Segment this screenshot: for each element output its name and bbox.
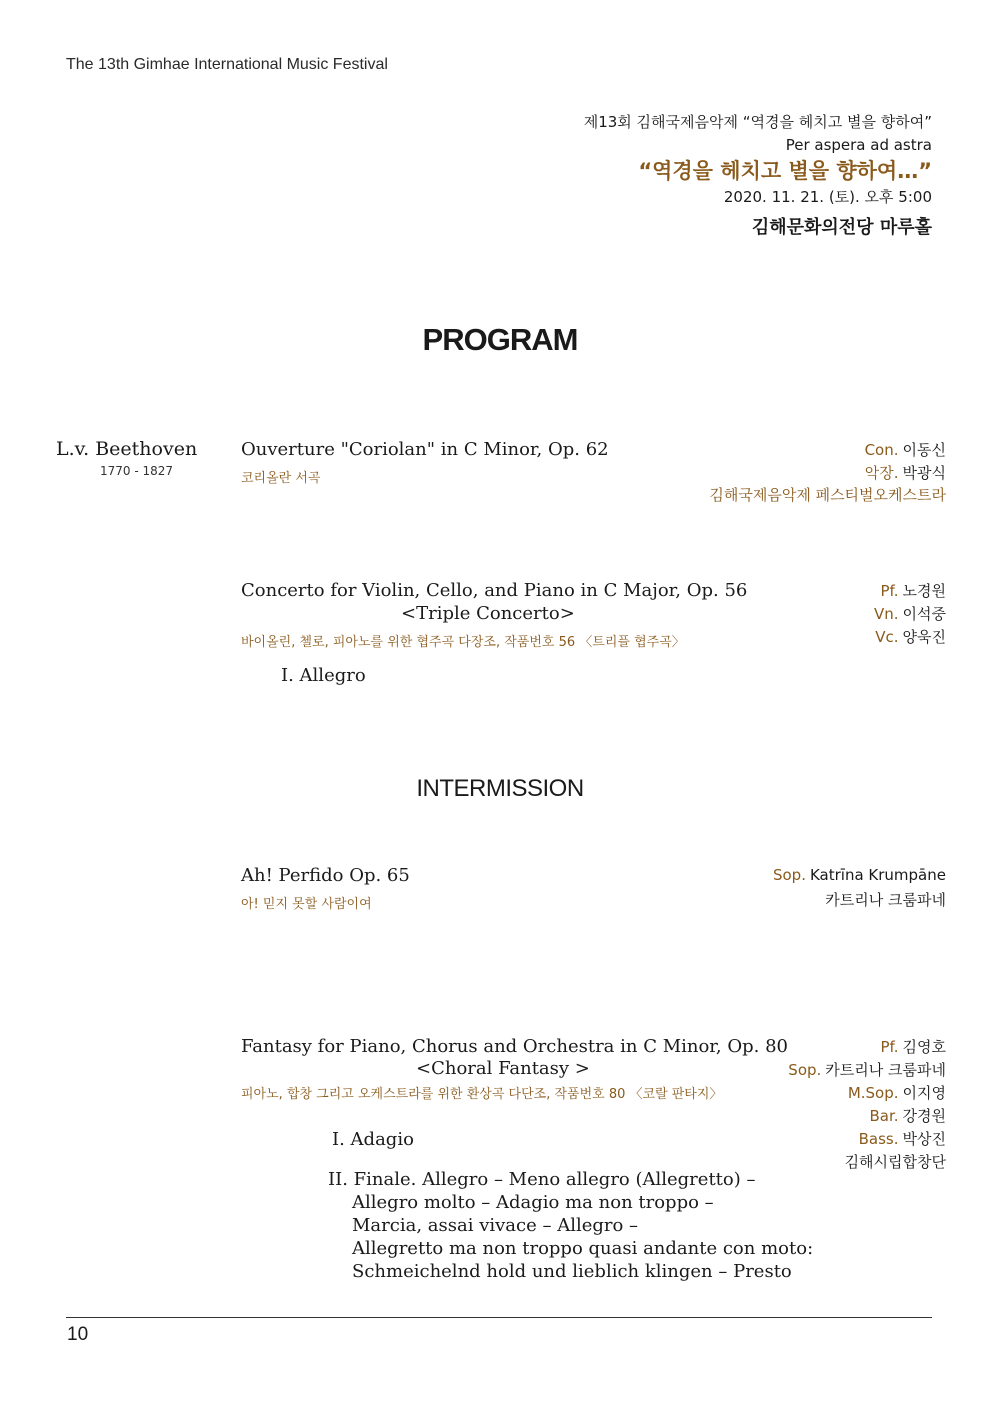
work-title: Concerto for Violin, Cello, and Piano in C Major, Op. 56 (241, 580, 748, 601)
performer-line (881, 580, 947, 601)
work-subtitle: <Triple Concerto> (401, 603, 575, 624)
performer-line (881, 1036, 947, 1057)
work-korean-title: 아! 믿지 못할 사람이여 (241, 897, 372, 912)
performer-line (859, 1128, 946, 1149)
work-korean-title: 코리올란 서곡 (241, 471, 321, 486)
performer-name: 강경원 (902, 1107, 946, 1125)
movement-line: Allegretto ma non troppo quasi andante con moto: (352, 1238, 814, 1259)
work-title: Ouverture "Coriolan" in C Minor, Op. 62 (241, 439, 609, 460)
performer-name: 박상진 (902, 1130, 946, 1148)
performer-role: Bar. (869, 1107, 899, 1125)
performer-line (788, 1059, 946, 1080)
movement: I. Adagio (332, 1129, 414, 1150)
performer-line (865, 462, 946, 483)
performer-line (848, 1082, 946, 1103)
movement-line: Schmeichelnd hold und lieblich klingen – Presto (352, 1261, 792, 1282)
work-title: Fantasy for Piano, Chorus and Orchestra in C Minor, Op. 80 (241, 1036, 789, 1057)
page-number: 10 (67, 1324, 89, 1345)
performer-role: Sop. (788, 1061, 822, 1079)
performer-line (865, 439, 946, 460)
festival-title: 제13회 김해국제음악제 “역경을 헤치고 별을 향하여” (583, 113, 932, 131)
performer-name: 박광식 (902, 464, 946, 482)
concert-date: 2020. 11. 21. (토). 오후 5:00 (723, 188, 932, 206)
performer-role: Pf. (880, 1038, 899, 1056)
performer-name: 김해국제음악제 페스티벌오케스트라 (709, 486, 946, 504)
movement-line: Marcia, assai vivace – Allegro – (352, 1215, 639, 1236)
performer-name: 김영호 (902, 1038, 946, 1056)
performer-role: Vc. (875, 628, 899, 646)
performer-name: 노경원 (902, 582, 946, 600)
performer-line (845, 1151, 946, 1172)
performer-ensemble (709, 484, 946, 505)
performer-role: Bass. (858, 1130, 899, 1148)
performer-line (773, 866, 946, 884)
performer-name: 카트리나 크룸파네 (825, 891, 946, 909)
latin-motto: Per aspera ad astra (785, 136, 932, 154)
performer-name: 양욱진 (902, 628, 946, 646)
work-korean-title: 바이올린, 첼로, 피아노를 위한 협주곡 다장조, 작품번호 56 〈트리플 협주곡〉 (241, 635, 685, 650)
footer-divider (66, 1317, 932, 1318)
movement-line: Allegro molto – Adagio ma non troppo – (352, 1192, 714, 1213)
performer-line (869, 1105, 946, 1126)
performer-role: Con. (864, 441, 899, 459)
movement: II. Finale. Allegro – Meno allegro (Allegretto) – (328, 1169, 756, 1190)
performer-role: 악장. (864, 464, 899, 482)
performer-name: 이동신 (902, 441, 946, 459)
performer-name: Katrīna Krumpāne (809, 866, 946, 884)
composer-years: 1770 - 1827 (100, 464, 174, 478)
performer-name: 이석중 (902, 605, 946, 623)
intermission-heading: INTERMISSION (416, 775, 584, 802)
work-korean-title: 피아노, 합창 그리고 오케스트라를 위한 환상곡 다단조, 작품번호 80 〈코랄 판타지〉 (241, 1087, 723, 1102)
performer-name: 이지영 (902, 1084, 946, 1102)
concert-title: “역경을 헤치고 별을 향하여…” (638, 159, 932, 183)
performer-role: Vn. (873, 605, 899, 623)
performer-name: 김해시립합창단 (844, 1153, 946, 1171)
performer-line (825, 889, 946, 910)
performer-name: 카트리나 크룸파네 (825, 1061, 946, 1079)
composer-name: L.v. Beethoven (56, 438, 198, 460)
performer-line (875, 626, 946, 647)
running-header: The 13th Gimhae International Music Festival (66, 56, 388, 73)
performer-role: Sop. (772, 866, 806, 884)
work-subtitle: <Choral Fantasy > (416, 1058, 590, 1079)
performer-line (874, 603, 946, 624)
movement: I. Allegro (281, 665, 366, 686)
page-title: PROGRAM (422, 322, 578, 357)
performer-role: M.Sop. (847, 1084, 899, 1102)
work-title: Ah! Perfido Op. 65 (241, 865, 410, 886)
performer-role: Pf. (880, 582, 899, 600)
concert-venue: 김해문화의전당 마루홀 (751, 217, 932, 238)
